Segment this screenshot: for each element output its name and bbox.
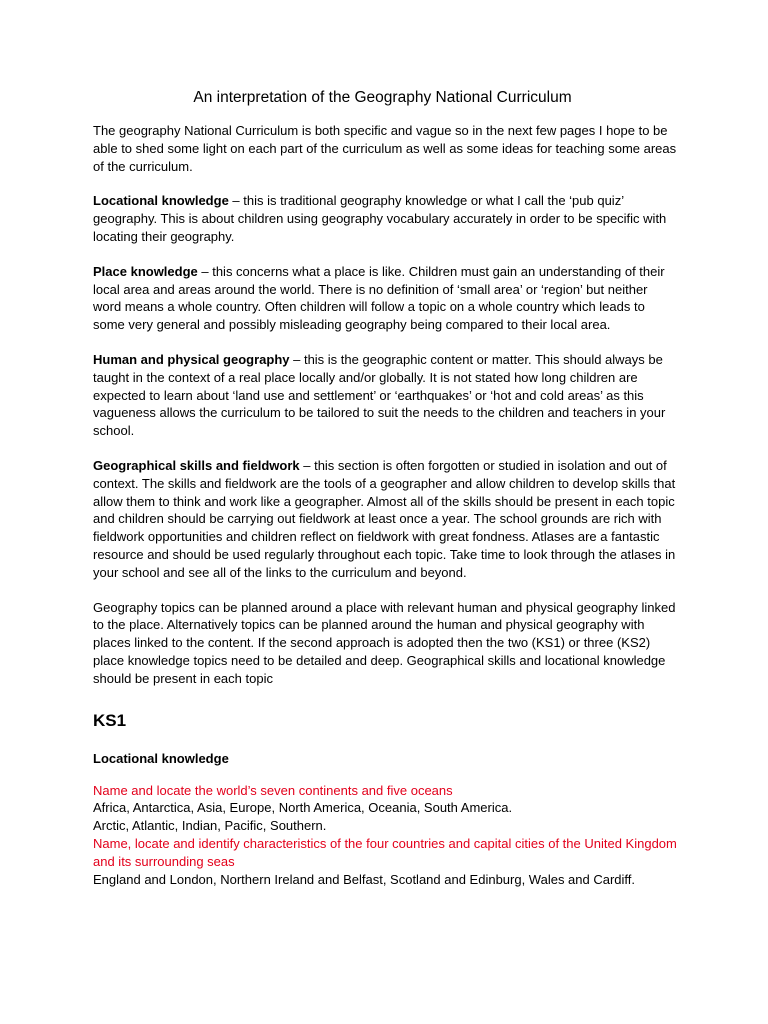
section-term: Locational knowledge [93,193,229,209]
ks1-subheading: Locational knowledge [93,750,229,766]
continents-list: Africa, Antarctica, Asia, Europe, North America, Oceania, South America. [93,800,513,816]
section-geographical-skills [93,457,678,582]
ks1-heading: KS1 [93,710,127,730]
section-term: Place knowledge [93,263,198,279]
section-text: – this is the geographic content or matter. This should always be taught in the context of a real place locally and/or globally. It is not stated how long children are expected to learn about ‘land use and settlement’ or ‘earthquakes’ or ‘hot and cold areas’ as this vagueness allows the curriculum to be tailored to suit the needs to the children and teachers in your school. [93,351,666,439]
requirement-uk-countries: Name, locate and identify characteristics of the four countries and capital cities of the United Kingdom and its surrounding seas [93,835,677,869]
document-title: An interpretation of the Geography National Curriculum [193,89,572,106]
requirement-continents-oceans: Name and locate the world’s seven continents and five oceans [93,782,453,798]
section-text: – this concerns what a place is like. Children must gain an understanding of their local area and areas around the world. There is no definition of ‘small area’ or ‘region’ but neither word means a whole country. Often children will follow a topic on a whole country which leads to some very general and possibly misleading geography being compared to their local area. [93,263,665,333]
section-place-knowledge [93,263,678,334]
section-term: Geographical skills and fieldwork [93,457,300,473]
intro-paragraph: The geography National Curriculum is both specific and vague so in the next few pages I hope to be able to shed some light on each part of the curriculum as well as some ideas for teaching some areas of the curriculum. [93,123,677,174]
uk-countries-list: England and London, Northern Ireland and Belfast, Scotland and Edinburg, Wales and Cardiff. [93,871,636,887]
planning-paragraph: Geography topics can be planned around a place with relevant human and physical geography linked to the place. Alternatively topics can be planned around the human and physical geography with places linked to the content. If the second approach is adopted then the two (KS1) or three (KS2) place knowledge topics need to be detailed and deep. Geographical skills and locational knowledge should be present in each topic [93,599,676,686]
oceans-list: Arctic, Atlantic, Indian, Pacific, Southern. [93,818,327,834]
section-locational-knowledge [93,192,678,245]
document-page [93,88,678,888]
section-text: – this section is often forgotten or studied in isolation and out of context. The skills and fieldwork are the tools of a geographer and allow children to develop skills that allow them to think and work like a geographer. Almost all of the skills should be present in each topic and children should be carrying out fieldwork at least once a year. The school grounds are rich with fieldwork opportunities and children reflect on fieldwork with great fondness. Atlases are a fantastic resource and should be used regularly throughout each topic. Take time to look through the atlases in your school and see all of the links to the curriculum and beyond. [93,457,676,580]
section-text: – this is traditional geography knowledge or what I call the ‘pub quiz’ geography. This is about children using geography vocabulary accurately in order to be specific with locating their geography. [93,193,667,244]
section-human-physical-geography [93,351,678,440]
section-term: Human and physical geography [93,351,290,367]
